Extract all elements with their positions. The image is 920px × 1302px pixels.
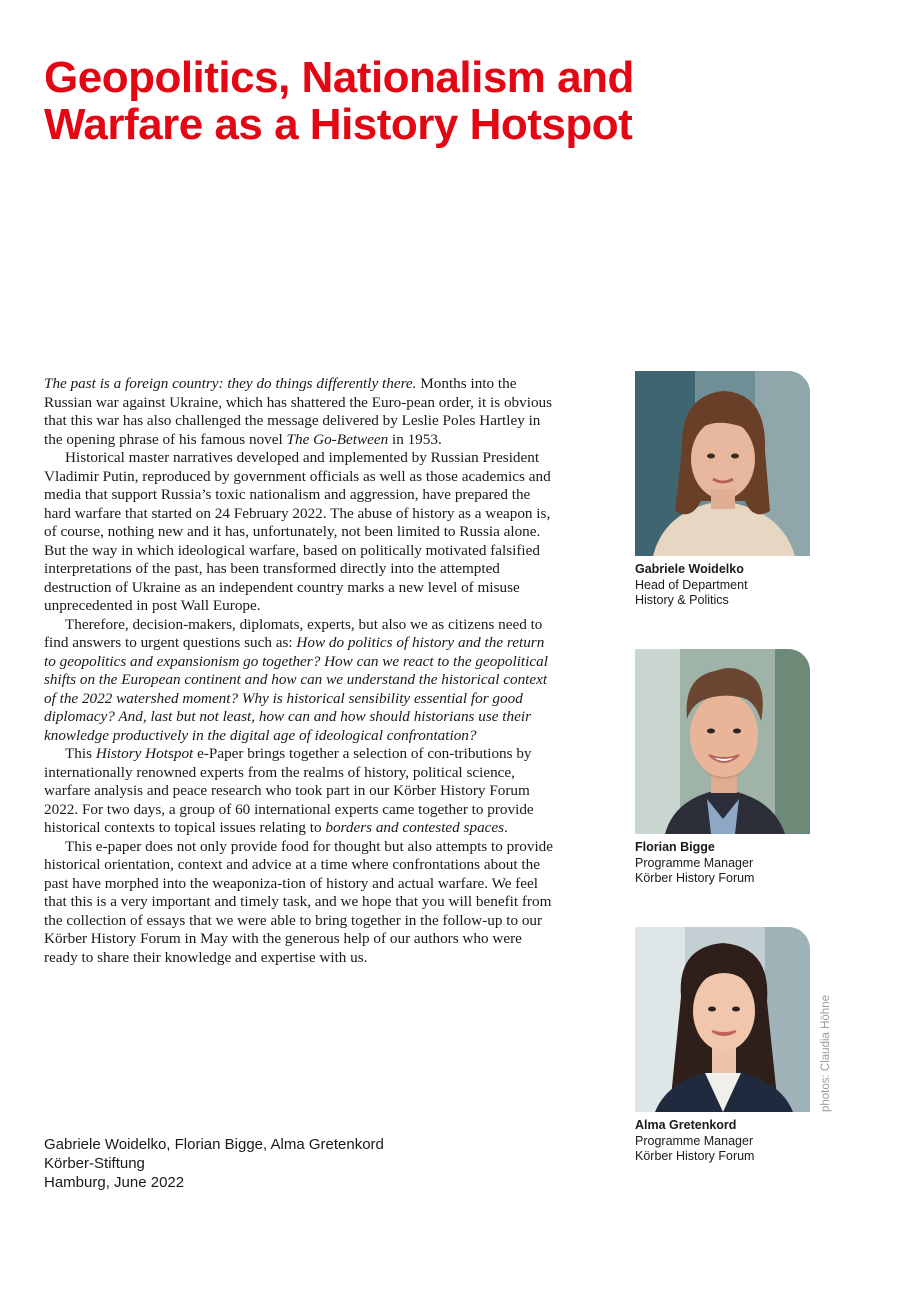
photo-credit: photos: Claudia Höhne	[820, 995, 832, 1112]
paragraph-3: Therefore, decision-makers, diplomats, experts, but also we as citizens need to find answers to urgent questions such as: How do politics of history and the return to geopolitics and expansionism go together? How can we react to the geopolitical shifts on the European continent and how can we understand the historical context of the 2022 watershed moment? Why is historical sensibility essential for good diplomacy? And, last but not least, how can and how should historians use their knowledge productively in the digital age of ideological confrontation?	[44, 615, 548, 744]
person-role: Programme Manager	[635, 1133, 754, 1148]
paragraph-2: Historical master narratives developed and implemented by Russian President Vladimir Putin, reproduced by government officials as well as those academics and media that support Russia’s toxic nationalism and aggression, have prepared the hard warfare that started on 24 February 2022. The abuse of history as a weapon is, of course, nothing new and it has, unfortunately, not been limited to Russia alone. But the way in which ideological warfare, based on politically motivated falsified interpretations of the past, has been transformed directly into the attempted destruction of Ukraine as an independent country marks a new level of misuse unprecedented in post Wall Europe.	[44, 449, 551, 614]
person-card-bigge	[635, 649, 825, 887]
page-title: Geopolitics, Nationalism and Warfare as a History Hotspot	[44, 53, 634, 149]
intro-text	[44, 375, 554, 967]
person-caption	[635, 562, 825, 609]
portrait-photo	[635, 927, 810, 1112]
person-role: Head of Department	[635, 577, 748, 592]
person-dept: Körber History Forum	[635, 1149, 755, 1163]
signature-authors: Gabriele Woidelko, Florian Bigge, Alma Gretenkord	[44, 1136, 384, 1153]
signature-place-date: Hamburg, June 2022	[44, 1174, 185, 1191]
person-card-gretenkord	[635, 927, 825, 1165]
person-dept: Körber History Forum	[635, 871, 755, 885]
paragraph-1: The past is a foreign country: they do things differently there. Months into the Russian war against Ukraine, which has shattered the Euro-pean order, it is obvious that this war has also challenged the message delivered by Leslie Poles Hartley in the opening phrase of his famous novel The Go-Between in 1953.	[44, 375, 553, 448]
quote-lead: The past is a foreign country: they do things differently there.	[44, 375, 417, 392]
person-name: Gabriele Woidelko	[635, 562, 744, 576]
signature-block	[44, 1135, 384, 1192]
person-name: Alma Gretenkord	[635, 1118, 737, 1132]
person-dept: History & Politics	[635, 593, 729, 607]
signature-org: Körber-Stiftung	[44, 1155, 145, 1172]
person-caption	[635, 840, 825, 887]
paragraph-5: This e-paper does not only provide food for thought but also attempts to provide historical orientation, context and advice at a time where confrontations about the past have morphed into the weaponiza-tion of history and actual warfare. We feel that this is a very important and timely task, and we hope that you will benefit from the collection of essays that we were able to bring together in the follow-up to our Körber History Forum in May with the generous help of our authors who were ready to share their knowledge and expertise with us.	[44, 837, 554, 966]
paragraph-4: This History Hotspot e-Paper brings together a selection of con-tributions by internationally renowned experts from the realms of history, political science, warfare analysis and peace research who took part in our Körber History Forum 2022. For two days, a group of 60 international experts came together to provide historical contexts to topical issues relating to borders and contested spaces.	[44, 745, 534, 836]
person-caption	[635, 1118, 825, 1165]
key-questions: How do politics of history and the return to geopolitics and expansionism go together? How can we react to the geopolitical shifts on the European continent and how can we understand the historical context of the 2022 watershed moment? Why is historical sensibility essential for good diplomacy? And, last but not least, how can and how should historians use their knowledge productively in the digital age of ideological confrontation?	[44, 634, 548, 744]
book-title: The Go-Between	[286, 430, 389, 448]
portrait-photo	[635, 649, 810, 834]
person-name: Florian Bigge	[635, 840, 715, 854]
person-card-woidelko	[635, 371, 825, 609]
portrait-photo	[635, 371, 810, 556]
person-role: Programme Manager	[635, 855, 754, 870]
